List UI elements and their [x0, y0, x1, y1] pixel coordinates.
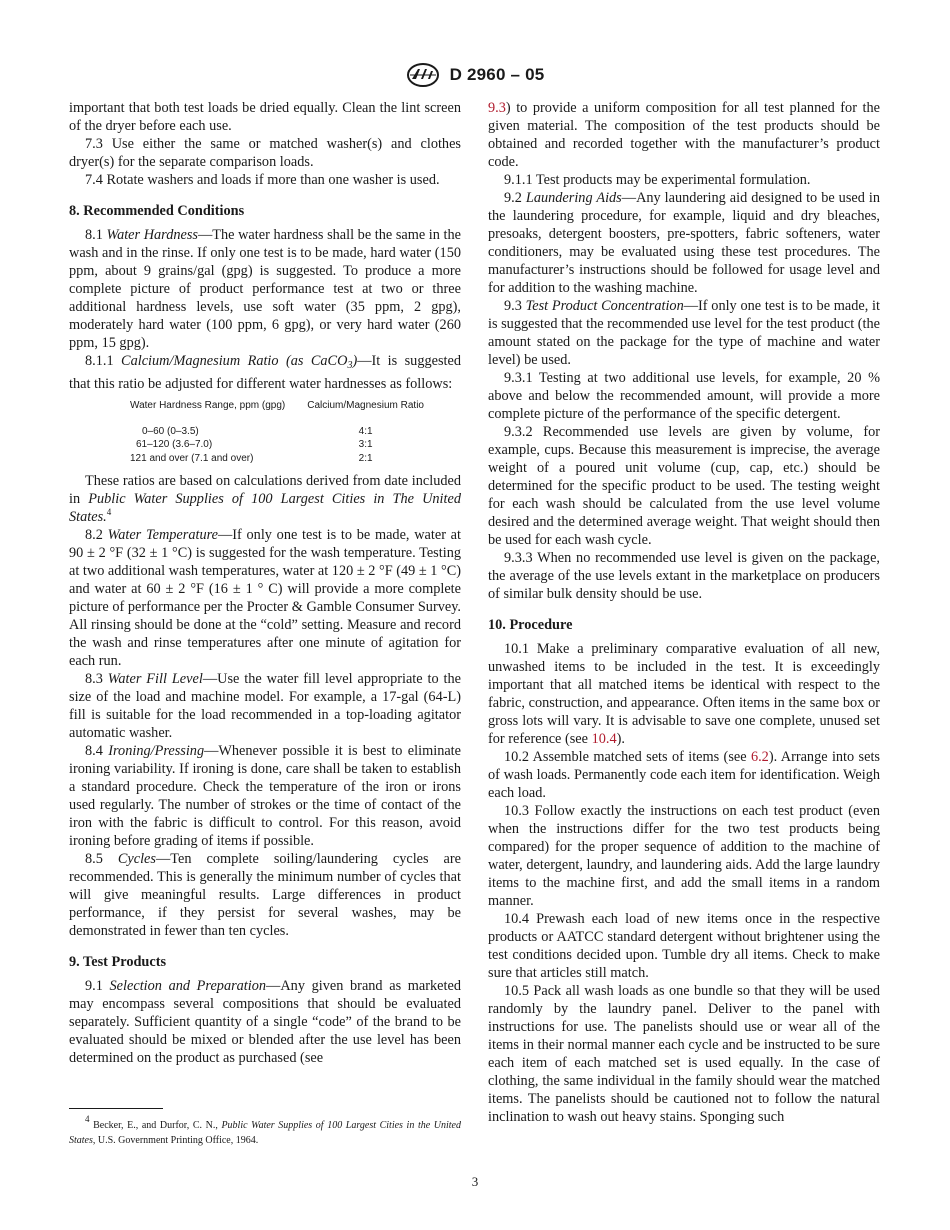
text-run: 10.2 Assemble matched sets of items (see: [504, 749, 751, 765]
table-row: [130, 425, 424, 439]
clause-number: 9.3: [504, 298, 526, 314]
clause-term: Selection and Preparation: [109, 978, 267, 995]
clause-term: Cycles: [117, 851, 156, 868]
text-run: ).: [616, 731, 625, 747]
footnote-marker[interactable]: 4: [106, 507, 112, 518]
paragraph-10-1: [488, 640, 880, 748]
clause-number: 8.2: [85, 527, 108, 544]
paragraph-8-4: [69, 742, 461, 850]
clause-text: —If only one test is to be made, water at 90 ± 2 °F (32 ± 1 °C) is suggested for the wash temperature. Testing at two additional wash temperatures, water at 120 ± 2 °F (49 ± 1 °C) and water at 60 ± 2 °F (16 ± 1 ° C) will provide a more complete picture of performance per the Procter & Gamble Consumer Survey. All rinsing should be done at the “cold” setting. Measure and record the wash and rinse temperatures after one minute of agitation for each run.: [69, 527, 462, 670]
paragraph-10-4: 10.4 Prewash each load of new items once in the respective products or AATCC standard detergent without brightener using the test conditions decided upon. Tumble dry all items. Check to make sure that articles still match.: [488, 911, 880, 981]
table-row: [130, 438, 424, 452]
table-row: [130, 452, 424, 466]
paragraph-ratios: [69, 472, 461, 526]
table-cell: 2:1: [358, 452, 373, 464]
citation-title: Public Water Supplies of 100 Largest Cities in the United States: [69, 1120, 461, 1146]
section-heading-10: 10. Procedure: [488, 617, 573, 633]
table-cell: 121 and over (7.1 and over): [130, 452, 254, 464]
clause-term: Test Product Concentration: [525, 298, 684, 314]
column-header: Water Hardness Range, ppm (gpg): [130, 400, 286, 411]
text-run: 10.1 Make a preliminary comparative evaluation of all new, unwashed items to be included in the test. It is exceedingly important that all matched items be identical with respect to the fabric, construction, and appearance. Often items in the same box or gross lots will vary. It is advisable to save one complete, unused set for reference (see: [488, 641, 880, 747]
clause-text: —Use the water fill level appropriate to the size of the load and machine model. For example, a 17-gal (64-L) fill is suitable for the load recommended in a top-loading agitator automatic washer.: [69, 671, 462, 742]
clause-term: Water Temperature: [107, 527, 218, 544]
clause-text: —The water hardness shall be the same in the wash and in the rinse. If only one test is to be made, hard water (150 ppm, about 9 grains/gal (gpg) is suggested. To produce a more complete picture of product performance test at two or three additional hardness levels, use soft water (35 ppm, 2 gpg), moderately hard water (100 ppm, 6 gpg), or very hard water (260 ppm, 15 gpg).: [69, 227, 461, 351]
paragraph-9-3: [488, 297, 880, 369]
text-run: ). Arrange into sets of wash loads. Permanently code each item for identification. Weigh each load.: [488, 749, 880, 801]
clause-text: —Ten complete soiling/laundering cycles are recommended. This is generally the minimum number of cycles that will give meaningful results. Large differences in product performance, if they persist for several washes, may be demonstrated in fewer than ten cycles.: [69, 851, 461, 940]
clause-number: 8.3: [85, 671, 108, 688]
citation-title: Public Water Supplies of 100 Largest Cities in The United States.: [69, 491, 461, 526]
text-run: ) to provide a uniform composition for all test planned for the given material. The composition of the test products should be obtained and recorded together with the manufacturer’s product code.: [488, 100, 880, 170]
footnote: [69, 1114, 461, 1148]
section-heading-8: 8. Recommended Conditions: [69, 203, 245, 219]
table-cell: 4:1: [358, 425, 373, 437]
paragraph-9-2: [488, 189, 880, 297]
paragraph-7-3: 7.3 Use either the same or matched washer(s) and clothes dryer(s) for the separate comparison loads.: [69, 136, 461, 170]
paragraph-8-3: [69, 670, 461, 742]
clause-term: Water Hardness: [106, 227, 198, 243]
cross-reference-link[interactable]: 9.3: [488, 100, 506, 116]
astm-logo-icon: [406, 62, 440, 88]
paragraph-continued: [488, 99, 880, 171]
cross-reference-link[interactable]: 10.4: [591, 731, 617, 747]
clause-text: —Any given brand as marketed may encompass several compositions that should be evaluated separately. Sufficient quantity of a single “code” of the brand to be evaluated should be mixed or blended after the use level has been determined on the product as purchased (see: [69, 978, 461, 1067]
paragraph-8-5: [69, 850, 461, 940]
paragraph-10-3: 10.3 Follow exactly the instructions on each test product (even when the instructions differ for the two test products being compared) for the proper sequence of addition to the machine of water, detergent, laundry, and laundering aids. Add the large laundry items to the machine first, and add the small items in a random manner.: [488, 803, 880, 909]
paragraph-9-3-1: 9.3.1 Testing at two additional use levels, for example, 20 % above and below the recommended amount, will provide a more complete picture of the performance of the specific detergent.: [488, 370, 880, 422]
paragraph-10-2: [488, 748, 880, 802]
hardness-ratio-table: [130, 399, 424, 465]
page-header: [0, 62, 950, 88]
section-heading-9: 9. Test Products: [69, 954, 167, 971]
paragraph-9-1-1: 9.1.1 Test products may be experimental formulation.: [504, 172, 811, 188]
document-designation: D 2960 – 05: [449, 65, 545, 84]
text-run: These ratios are based on calculations derived from date included in: [69, 473, 461, 508]
footnote-number: 4: [85, 1114, 90, 1124]
clause-term-part: Calcium/Magnesium Ratio (as CaCO: [121, 353, 348, 369]
column-header: Calcium/Magnesium Ratio: [307, 400, 424, 411]
paragraph-9-3-3: 9.3.3 When no recommended use level is given on the package, the average of the use levels extant in the marketplace on producers of similar bulk density should be use.: [488, 550, 880, 602]
paragraph-7-4: 7.4 Rotate washers and loads if more than one washer is used.: [85, 172, 440, 188]
clause-text: —Whenever possible it is best to eliminate ironing variability. If ironing is done, care shall be taken to establish a standard procedure. Check the temperature of the iron or irons used regularly. The number of strokes or the time of contact of the iron with the fabric is difficult to control. For this reason, avoid ironing before grading of items if possible.: [69, 743, 462, 850]
clause-text: —It is suggested that this ratio be adjusted for different water hardnesses as follows:: [69, 353, 462, 392]
table-cell: 61–120 (3.6–7.0): [136, 439, 213, 451]
clause-text: —If only one test is to be made, it is suggested that the recommended use level for the test product (the amount stated on the package for the type of machine and water level) be used.: [488, 298, 880, 368]
table-cell: 3:1: [358, 439, 373, 451]
clause-number: 9.2: [504, 190, 526, 206]
paragraph-9-3-2: 9.3.2 Recommended use levels are given by volume, for example, cups. Because this measurement is imprecise, the average weight of a poured unit volume (cup, cap, etc.) should be determined for the specific product to be used. The testing weight for each wash should be calculated from the use level volume desired and the determined average weight. That weight should then be used for each wash cycle.: [488, 424, 880, 548]
clause-number: 8.5: [85, 851, 118, 868]
clause-text: —Any laundering aid designed to be used in the laundering procedure, for example, liquid and dry bleaches, presoaks, detergent boosters, pre-spotters, fabric softeners, water conditioners, may be evaluated using these test procedures. The manufacturer’s instructions should be followed for usage level and for addition to the washing machine.: [488, 190, 880, 296]
clause-term-part: ): [352, 353, 358, 369]
clause-number: 8.1.1: [85, 353, 122, 369]
clause-number: 8.4: [85, 743, 109, 760]
paragraph-9-1: [69, 977, 461, 1067]
text-run: , U.S. Government Printing Office, 1964.: [92, 1135, 259, 1146]
paragraph-8-1-1: [69, 352, 461, 393]
table-header-row: [130, 399, 424, 425]
paragraph-8-1: [69, 226, 461, 352]
text-run: Becker, E., and Durfor, C. N.,: [89, 1120, 222, 1131]
table-cell: 0–60 (0–3.5): [142, 425, 199, 437]
clause-term: Laundering Aids: [525, 190, 622, 206]
paragraph: important that both test loads be dried equally. Clean the lint screen of the dryer before each use.: [69, 100, 461, 134]
clause-term: Ironing/Pressing: [108, 743, 205, 760]
right-column: [488, 99, 880, 1126]
subscript: 3: [347, 360, 353, 371]
clause-number: 8.1: [85, 227, 107, 243]
paragraph-10-5: 10.5 Pack all wash loads as one bundle so that they will be used randomly by the laundry panel. Deliver to the panel with instructions for use. The panelists should use or wear all of the items in their normal manner each cycle and be instructed to be sure each item of each matched set is used equally. In the case of clothing, the same individual in the family should wear the matched items. The panelists should be cautioned not to follow the natural inclination to wash out heavy stains. Sponging such: [488, 983, 880, 1125]
cross-reference-link[interactable]: 6.2: [750, 749, 769, 765]
paragraph-8-2: [69, 526, 461, 670]
left-column: [69, 99, 461, 1067]
clause-term: Water Fill Level: [107, 671, 203, 688]
page-number: 3: [471, 1174, 479, 1189]
clause-number: 9.1: [85, 978, 110, 995]
clause-term: [121, 353, 357, 369]
footnote-divider: [69, 1108, 163, 1109]
